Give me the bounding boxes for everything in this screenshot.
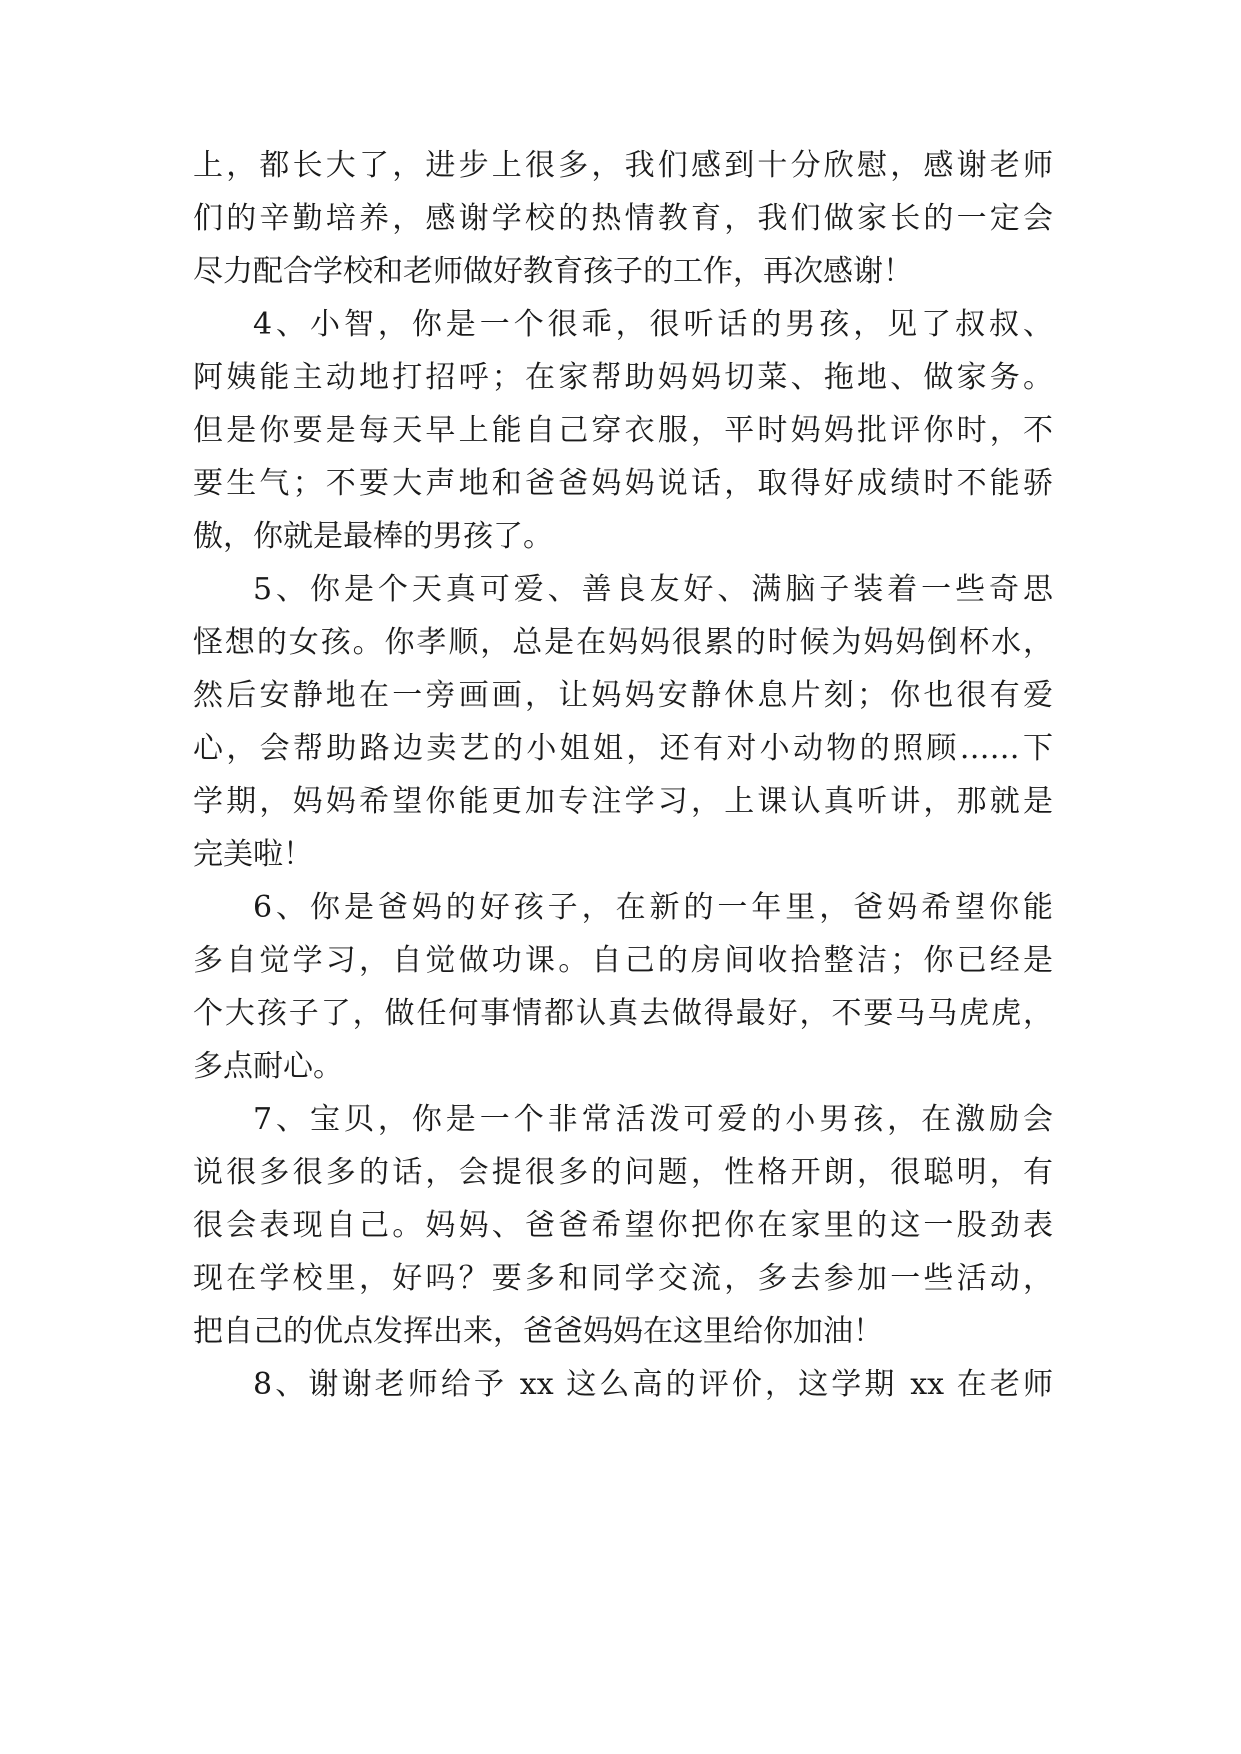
paragraph-8-first-line: 8、谢谢老师给予 xx 这么高的评价，这学期 xx 在老师 <box>253 1367 1053 1402</box>
text-line-17: 个大孩子了，做任何事情都认真去做得最好，不要马马虎虎， <box>193 996 1053 1031</box>
text-line-2: 们的辛勤培养，感谢学校的热情教育，我们做家长的一定会 <box>193 201 1053 236</box>
paragraph-7-first-line: 7、宝贝，你是一个非常活泼可爱的小男孩，在激励会 <box>253 1102 1053 1137</box>
text-line-3: 尽力配合学校和老师做好教育孩子的工作，再次感谢！ <box>193 254 913 289</box>
text-line-10: 怪想的女孩。你孝顺，总是在妈妈很累的时候为妈妈倒杯水， <box>193 625 1053 660</box>
text-line-5: 阿姨能主动地打招呼；在家帮助妈妈切菜、拖地、做家务。 <box>193 360 1053 395</box>
text-line-8: 傲，你就是最棒的男孩了。 <box>193 519 553 554</box>
text-line-12: 心，会帮助路边卖艺的小姐姐，还有对小动物的照顾……下 <box>193 731 1053 766</box>
text-line-22: 现在学校里，好吗？要多和同学交流，多去参加一些活动， <box>193 1261 1053 1296</box>
text-line-23: 把自己的优点发挥出来，爸爸妈妈在这里给你加油！ <box>193 1314 883 1349</box>
text-line-11: 然后安静地在一旁画画，让妈妈安静休息片刻；你也很有爱 <box>193 678 1053 713</box>
text-line-1: 上，都长大了，进步上很多，我们感到十分欣慰，感谢老师 <box>193 148 1053 183</box>
paragraph-4-first-line: 4、小智，你是一个很乖，很听话的男孩，见了叔叔、 <box>253 307 1053 342</box>
text-line-21: 很会表现自己。妈妈、爸爸希望你把你在家里的这一股劲表 <box>193 1208 1053 1243</box>
text-line-13: 学期，妈妈希望你能更加专注学习，上课认真听讲，那就是 <box>193 784 1053 819</box>
text-line-7: 要生气；不要大声地和爸爸妈妈说话，取得好成绩时不能骄 <box>193 466 1053 501</box>
paragraph-5-first-line: 5、你是个天真可爱、善良友好、满脑子装着一些奇思 <box>253 572 1053 607</box>
text-line-20: 说很多很多的话，会提很多的问题，性格开朗，很聪明，有 <box>193 1155 1053 1190</box>
text-line-6: 但是你要是每天早上能自己穿衣服，平时妈妈批评你时，不 <box>193 413 1053 448</box>
paragraph-6-first-line: 6、你是爸妈的好孩子，在新的一年里，爸妈希望你能 <box>253 890 1053 925</box>
text-line-16: 多自觉学习，自觉做功课。自己的房间收拾整洁；你已经是 <box>193 943 1053 978</box>
text-line-18: 多点耐心。 <box>193 1049 343 1084</box>
text-line-14: 完美啦！ <box>193 837 313 872</box>
